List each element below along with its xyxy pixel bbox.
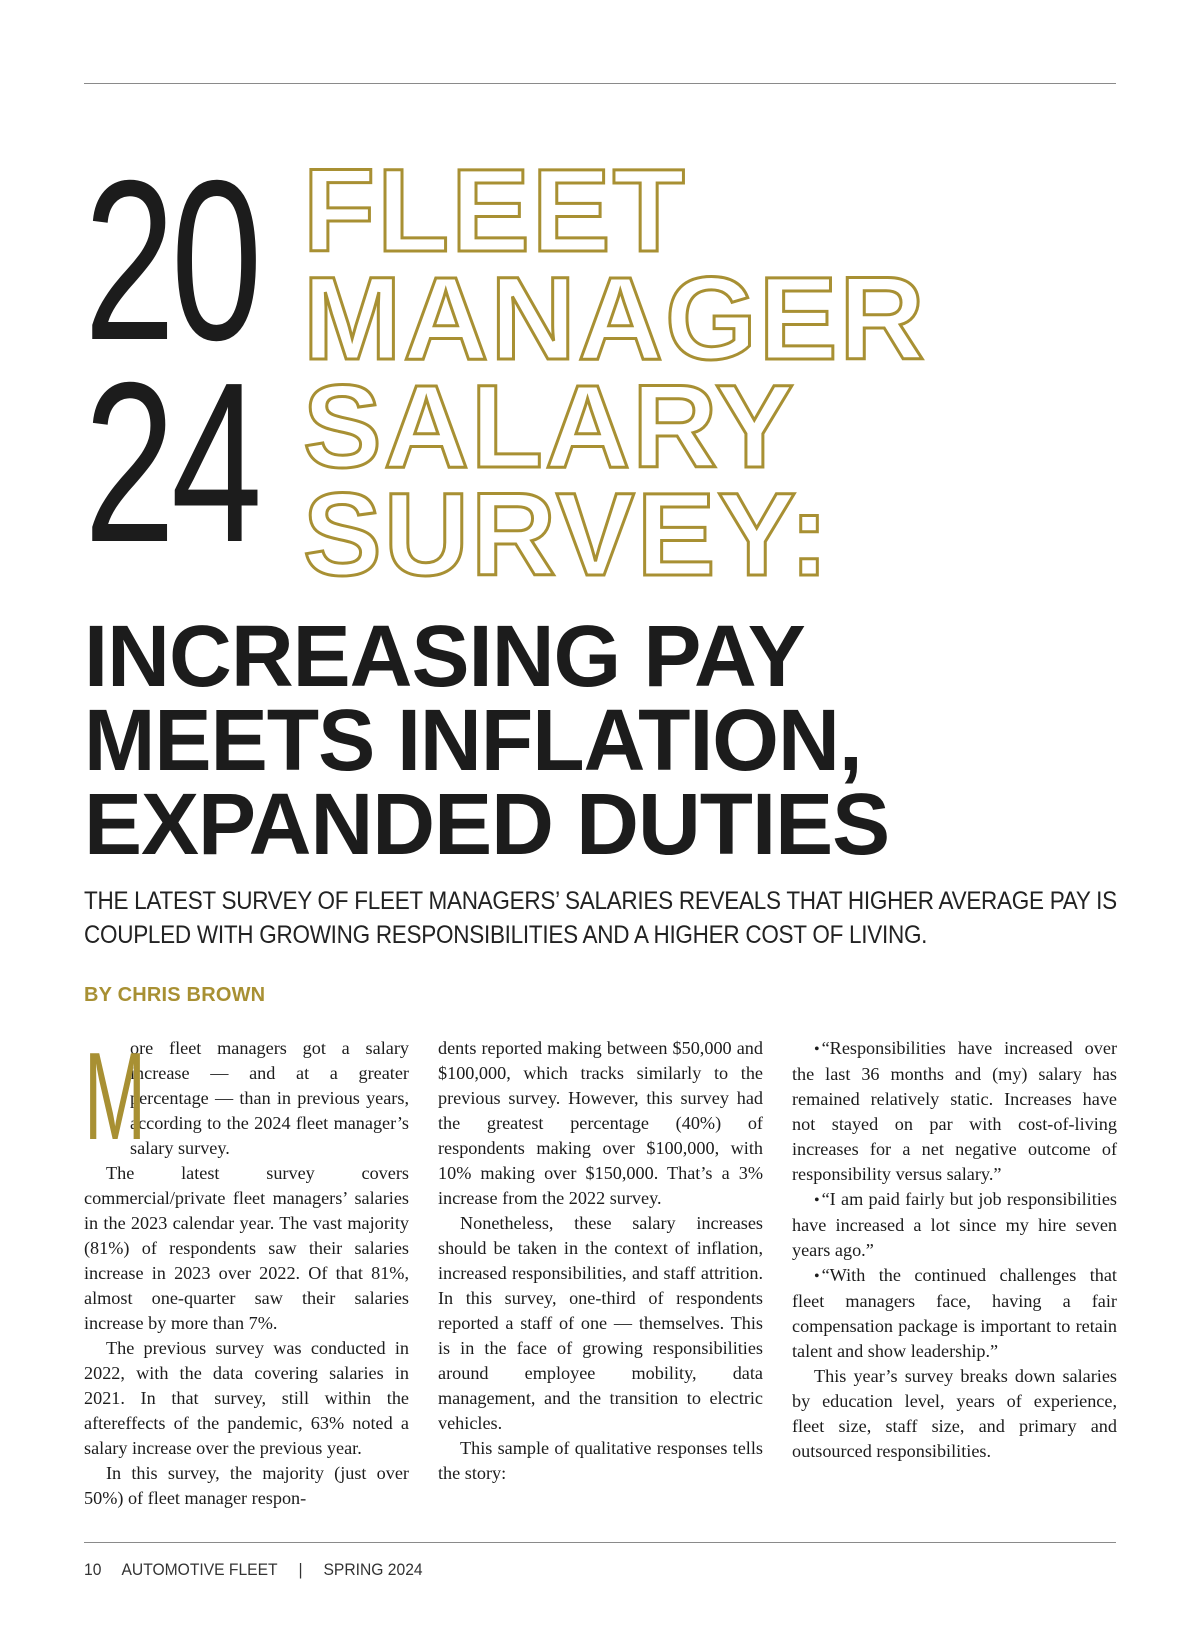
paragraph: In this survey, the majority (just over 50%) of fleet manager respon- [84,1463,409,1508]
bottom-rule [84,1542,1116,1543]
byline: BY CHRIS BROWN [84,984,266,1006]
year-bottom-digits: 24 [84,336,258,590]
paragraph: The previous survey was conducted in 2022, with the data covering salaries in 2021. In that survey, still within the aftereffects of the pandemic, 63% noted a salary increase over the previous year. [84,1338,409,1458]
paragraph: dents reported making between $50,000 and $100,000, which tracks similarly to the previous survey. However, this survey had the greatest percentage (40%) of respondents making over $100,000, with 10% making over $150,000. That’s a 3% increase from the 2022 survey. [438,1038,763,1208]
deck-line: THE LATEST SURVEY OF FLEET MANAGERS’ SALARIES REVEALS THAT HIGHER AVERAGE PAY IS [84,887,1117,915]
article-body [0,1028,1200,1526]
year-number [84,134,304,610]
column-1 [84,1028,409,1511]
deck-line: COUPLED WITH GROWING RESPONSIBILITIES AND A HIGHER COST OF LIVING. [84,921,928,949]
headline-line: MEETS INFLATION, [84,692,862,789]
quote-item [792,1187,1117,1263]
headline-line: INCREASING PAY [84,608,805,705]
column-2 [438,1036,763,1486]
issue-name: SPRING 2024 [323,1560,423,1579]
outline-title-line: MANAGER [303,253,927,385]
headline [84,608,1124,873]
paragraph: Nonetheless, these salary increases should be taken in the context of inflation, increased responsibilities, and staff attrition. In this survey, one-third of respondents reported a staff of one — themselves. This is in the face of growing responsibilities around employee mobility, data management, and the transition to electric vehicles. [438,1213,763,1433]
column-3 [792,1036,1117,1464]
headline-line: EXPANDED DUTIES [84,776,890,873]
quote-text: “I am paid fairly but job responsibilities have increased a lot since my hire seven years ago.” [792,1189,1117,1260]
quote-text: “Responsibilities have increased over the last 36 months and (my) salary has remained relatively static. Increases have not stayed on par with cost-of-living increases for a net negative outcome of responsibility versus salary.” [792,1038,1117,1184]
deck-subtitle [84,884,1124,952]
drop-cap: M [84,1028,146,1166]
outline-title-line: SALARY [303,361,796,493]
bullet-icon: • [814,1192,820,1209]
outline-title-line: FLEET [303,145,687,277]
publication-name: AUTOMOTIVE FLEET [121,1560,278,1579]
year-top-digits: 20 [84,134,258,388]
quote-item [792,1263,1117,1364]
page-footer [84,1560,439,1580]
outline-title [303,145,1103,601]
outline-title-line: SURVEY: [303,469,831,601]
top-rule [84,83,1116,84]
page-number: 10 [84,1560,102,1579]
quote-text: “With the continued challenges that fleet managers face, having a fair compensation package is important to retain talent and show leadership.” [792,1265,1117,1361]
paragraph: ore fleet managers got a salary increase — and at a greater percentage — than in previous years, according to the 2024 fleet manager’s salary survey. [130,1038,409,1158]
paragraph: This sample of qualitative responses tells the story: [438,1438,763,1483]
bullet-icon: • [814,1268,820,1285]
footer-separator: | [298,1560,303,1579]
bullet-icon: • [814,1041,820,1058]
quote-item [792,1036,1117,1187]
paragraph: The latest survey covers commercial/private fleet managers’ salaries in the 2023 calendar year. The vast majority (81%) of respondents saw their salaries increase in 2023 over 2022. Of that 81%, almost one-quarter saw their salaries increase by more than 7%. [84,1163,409,1333]
paragraph: This year’s survey breaks down salaries by education level, years of experience, fleet size, staff size, and primary and outsourced responsibilities. [792,1366,1117,1461]
